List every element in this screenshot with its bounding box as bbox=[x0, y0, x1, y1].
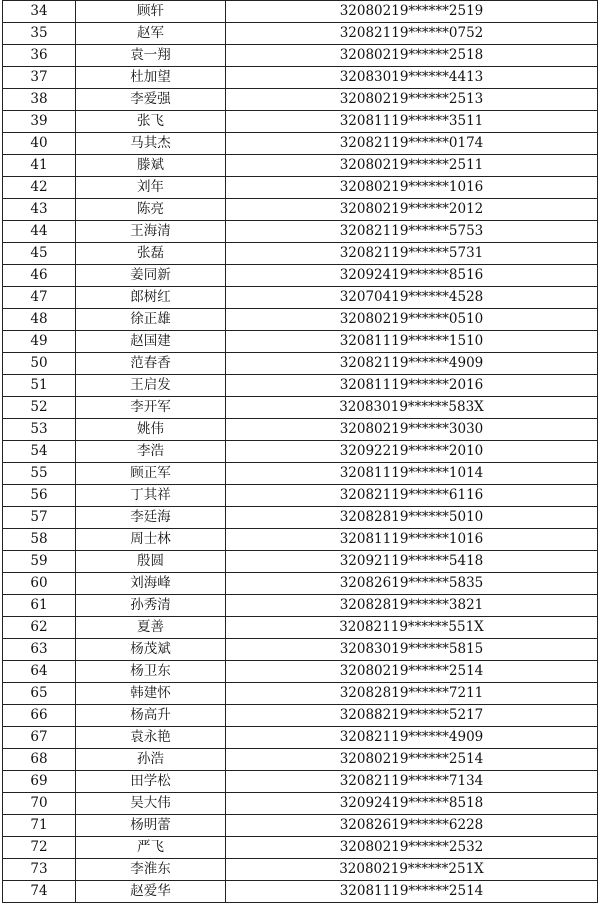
table-row bbox=[3, 573, 598, 595]
name-cell: 赵国建 bbox=[76, 331, 226, 353]
name-cell: 严飞 bbox=[76, 837, 226, 859]
id-number-cell: 32080219******2518 bbox=[226, 45, 598, 67]
name-cell: 吴大伟 bbox=[76, 793, 226, 815]
row-number-cell: 42 bbox=[3, 177, 76, 199]
row-number-cell: 71 bbox=[3, 815, 76, 837]
table-row bbox=[3, 661, 598, 683]
row-number-cell: 48 bbox=[3, 309, 76, 331]
name-cell: 韩建怀 bbox=[76, 683, 226, 705]
row-number-cell: 70 bbox=[3, 793, 76, 815]
id-number-cell: 32080219******2532 bbox=[226, 837, 598, 859]
table-row bbox=[3, 595, 598, 617]
row-number-cell: 40 bbox=[3, 133, 76, 155]
id-number-cell: 32081119******2016 bbox=[226, 375, 598, 397]
row-number-cell: 51 bbox=[3, 375, 76, 397]
row-number-cell: 47 bbox=[3, 287, 76, 309]
name-cell: 丁其祥 bbox=[76, 485, 226, 507]
name-cell: 杜加望 bbox=[76, 67, 226, 89]
name-cell: 袁一翔 bbox=[76, 45, 226, 67]
row-number-cell: 74 bbox=[3, 881, 76, 903]
row-number-cell: 54 bbox=[3, 441, 76, 463]
table-row bbox=[3, 881, 598, 903]
table-row bbox=[3, 529, 598, 551]
row-number-cell: 44 bbox=[3, 221, 76, 243]
name-cell: 杨高升 bbox=[76, 705, 226, 727]
name-cell: 姚伟 bbox=[76, 419, 226, 441]
name-cell: 郎树红 bbox=[76, 287, 226, 309]
name-cell: 周士林 bbox=[76, 529, 226, 551]
id-number-cell: 32092119******5418 bbox=[226, 551, 598, 573]
name-cell: 王海清 bbox=[76, 221, 226, 243]
table-row bbox=[3, 353, 598, 375]
table-row bbox=[3, 89, 598, 111]
row-number-cell: 60 bbox=[3, 573, 76, 595]
table-row bbox=[3, 111, 598, 133]
id-number-cell: 32082119******0752 bbox=[226, 23, 598, 45]
table-row bbox=[3, 45, 598, 67]
table-row bbox=[3, 705, 598, 727]
id-number-cell: 32082119******4909 bbox=[226, 727, 598, 749]
name-cell: 孙浩 bbox=[76, 749, 226, 771]
table-row bbox=[3, 155, 598, 177]
row-number-cell: 63 bbox=[3, 639, 76, 661]
table-row bbox=[3, 133, 598, 155]
id-number-cell: 32081119******1016 bbox=[226, 529, 598, 551]
table-row bbox=[3, 177, 598, 199]
row-number-cell: 49 bbox=[3, 331, 76, 353]
id-number-cell: 32092219******2010 bbox=[226, 441, 598, 463]
row-number-cell: 68 bbox=[3, 749, 76, 771]
row-number-cell: 53 bbox=[3, 419, 76, 441]
table-row bbox=[3, 859, 598, 881]
row-number-cell: 45 bbox=[3, 243, 76, 265]
name-cell: 顾正军 bbox=[76, 463, 226, 485]
table-row bbox=[3, 375, 598, 397]
row-number-cell: 37 bbox=[3, 67, 76, 89]
table-row bbox=[3, 309, 598, 331]
id-number-cell: 32082819******3821 bbox=[226, 595, 598, 617]
id-number-cell: 32081119******3511 bbox=[226, 111, 598, 133]
id-number-cell: 32092419******8516 bbox=[226, 265, 598, 287]
name-cell: 马其杰 bbox=[76, 133, 226, 155]
name-cell: 杨明蕾 bbox=[76, 815, 226, 837]
table-row bbox=[3, 287, 598, 309]
id-number-cell: 32080219******2511 bbox=[226, 155, 598, 177]
name-cell: 殷圆 bbox=[76, 551, 226, 573]
id-number-cell: 32092419******8518 bbox=[226, 793, 598, 815]
table-row bbox=[3, 507, 598, 529]
id-number-cell: 32081119******1510 bbox=[226, 331, 598, 353]
table-row bbox=[3, 727, 598, 749]
name-cell: 李爱强 bbox=[76, 89, 226, 111]
id-number-cell: 32081119******1014 bbox=[226, 463, 598, 485]
table-row bbox=[3, 749, 598, 771]
name-cell: 张磊 bbox=[76, 243, 226, 265]
id-number-cell: 32080219******2012 bbox=[226, 199, 598, 221]
table-row bbox=[3, 265, 598, 287]
table-row bbox=[3, 463, 598, 485]
name-cell: 刘年 bbox=[76, 177, 226, 199]
id-number-cell: 32080219******0510 bbox=[226, 309, 598, 331]
table-row bbox=[3, 485, 598, 507]
table-row bbox=[3, 793, 598, 815]
id-number-cell: 32081119******2514 bbox=[226, 881, 598, 903]
row-number-cell: 61 bbox=[3, 595, 76, 617]
name-cell: 张飞 bbox=[76, 111, 226, 133]
row-number-cell: 66 bbox=[3, 705, 76, 727]
id-number-cell: 32082119******7134 bbox=[226, 771, 598, 793]
row-number-cell: 57 bbox=[3, 507, 76, 529]
row-number-cell: 56 bbox=[3, 485, 76, 507]
name-cell: 李浩 bbox=[76, 441, 226, 463]
row-number-cell: 35 bbox=[3, 23, 76, 45]
id-number-cell: 32083019******5815 bbox=[226, 639, 598, 661]
row-number-cell: 52 bbox=[3, 397, 76, 419]
table-row bbox=[3, 815, 598, 837]
id-number-cell: 32080219******2513 bbox=[226, 89, 598, 111]
id-number-cell: 32080219******2519 bbox=[226, 1, 598, 23]
table-row bbox=[3, 397, 598, 419]
row-number-cell: 50 bbox=[3, 353, 76, 375]
table-row bbox=[3, 221, 598, 243]
name-cell: 孙秀清 bbox=[76, 595, 226, 617]
table-row bbox=[3, 1, 598, 23]
name-cell: 徐正雄 bbox=[76, 309, 226, 331]
id-number-cell: 32088219******5217 bbox=[226, 705, 598, 727]
name-cell: 顾轩 bbox=[76, 1, 226, 23]
id-number-cell: 32070419******4528 bbox=[226, 287, 598, 309]
row-number-cell: 65 bbox=[3, 683, 76, 705]
id-number-cell: 32082119******5731 bbox=[226, 243, 598, 265]
id-number-cell: 32080219******3030 bbox=[226, 419, 598, 441]
id-number-cell: 32082819******7211 bbox=[226, 683, 598, 705]
table-row bbox=[3, 23, 598, 45]
name-cell: 范春香 bbox=[76, 353, 226, 375]
name-cell: 姜同新 bbox=[76, 265, 226, 287]
row-number-cell: 36 bbox=[3, 45, 76, 67]
name-cell: 李开军 bbox=[76, 397, 226, 419]
name-cell: 夏善 bbox=[76, 617, 226, 639]
table-row bbox=[3, 243, 598, 265]
id-number-cell: 32080219******2514 bbox=[226, 661, 598, 683]
name-cell: 李淮东 bbox=[76, 859, 226, 881]
table-row bbox=[3, 683, 598, 705]
row-number-cell: 64 bbox=[3, 661, 76, 683]
name-cell: 刘海峰 bbox=[76, 573, 226, 595]
table-row bbox=[3, 199, 598, 221]
roster-table bbox=[2, 0, 598, 903]
row-number-cell: 59 bbox=[3, 551, 76, 573]
name-cell: 田学松 bbox=[76, 771, 226, 793]
name-cell: 滕斌 bbox=[76, 155, 226, 177]
table-row bbox=[3, 331, 598, 353]
name-cell: 赵军 bbox=[76, 23, 226, 45]
name-cell: 杨卫东 bbox=[76, 661, 226, 683]
id-number-cell: 32080219******251X bbox=[226, 859, 598, 881]
row-number-cell: 72 bbox=[3, 837, 76, 859]
table-row bbox=[3, 67, 598, 89]
name-cell: 赵爱华 bbox=[76, 881, 226, 903]
row-number-cell: 58 bbox=[3, 529, 76, 551]
id-number-cell: 32082119******0174 bbox=[226, 133, 598, 155]
id-number-cell: 32083019******583X bbox=[226, 397, 598, 419]
name-cell: 袁永艳 bbox=[76, 727, 226, 749]
id-number-cell: 32082119******6116 bbox=[226, 485, 598, 507]
row-number-cell: 34 bbox=[3, 1, 76, 23]
row-number-cell: 69 bbox=[3, 771, 76, 793]
table-row bbox=[3, 617, 598, 639]
id-number-cell: 32082819******5010 bbox=[226, 507, 598, 529]
row-number-cell: 39 bbox=[3, 111, 76, 133]
row-number-cell: 46 bbox=[3, 265, 76, 287]
id-number-cell: 32082119******551X bbox=[226, 617, 598, 639]
row-number-cell: 43 bbox=[3, 199, 76, 221]
table-row bbox=[3, 551, 598, 573]
table-row bbox=[3, 771, 598, 793]
table-row bbox=[3, 837, 598, 859]
id-number-cell: 32082119******5753 bbox=[226, 221, 598, 243]
name-cell: 李廷海 bbox=[76, 507, 226, 529]
row-number-cell: 73 bbox=[3, 859, 76, 881]
name-cell: 杨茂斌 bbox=[76, 639, 226, 661]
id-number-cell: 32080219******2514 bbox=[226, 749, 598, 771]
id-number-cell: 32080219******1016 bbox=[226, 177, 598, 199]
id-number-cell: 32082619******5835 bbox=[226, 573, 598, 595]
row-number-cell: 62 bbox=[3, 617, 76, 639]
id-number-cell: 32083019******4413 bbox=[226, 67, 598, 89]
roster-table-body bbox=[3, 1, 598, 903]
name-cell: 陈亮 bbox=[76, 199, 226, 221]
row-number-cell: 41 bbox=[3, 155, 76, 177]
id-number-cell: 32082619******6228 bbox=[226, 815, 598, 837]
table-row bbox=[3, 639, 598, 661]
row-number-cell: 38 bbox=[3, 89, 76, 111]
table-row bbox=[3, 441, 598, 463]
id-number-cell: 32082119******4909 bbox=[226, 353, 598, 375]
name-cell: 王启发 bbox=[76, 375, 226, 397]
table-row bbox=[3, 419, 598, 441]
row-number-cell: 67 bbox=[3, 727, 76, 749]
row-number-cell: 55 bbox=[3, 463, 76, 485]
